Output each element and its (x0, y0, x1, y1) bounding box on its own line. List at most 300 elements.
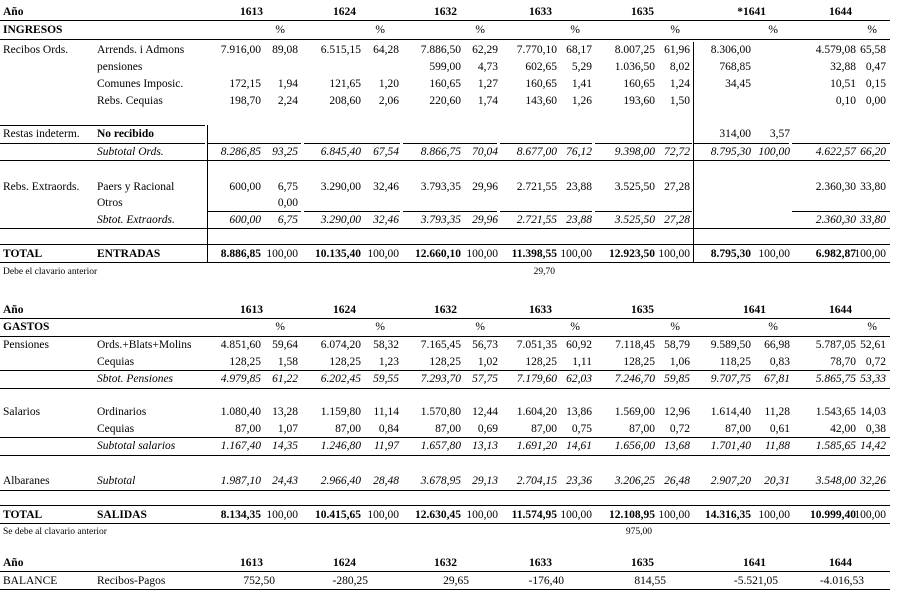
value-cell: 0,61 (769, 423, 790, 435)
value-cell: 56,73 (472, 339, 498, 351)
value-cell: 10.415,65 (315, 509, 361, 521)
value-cell: 58,32 (373, 339, 399, 351)
value-cell: 32,46 (373, 214, 399, 226)
value-cell: 193,60 (623, 95, 655, 107)
value-cell: 3.525,50 (614, 181, 655, 193)
value-cell: 6.074,20 (320, 339, 361, 351)
value-cell: 1,50 (669, 95, 690, 107)
value-cell: 1,94 (277, 78, 298, 90)
value-cell: 59,64 (272, 339, 298, 351)
value-cell: 61,96 (664, 44, 690, 56)
header-rule (0, 20, 890, 21)
value-cell: 1,11 (572, 356, 592, 368)
value-cell: % (275, 321, 285, 333)
table-row (0, 179, 905, 196)
value-cell: 6.515,15 (320, 44, 361, 56)
value-cell: 599,00 (429, 61, 461, 73)
value-cell: 1624 (333, 6, 356, 18)
label-cell: Otros (97, 197, 123, 209)
value-cell: 7.886,50 (420, 44, 461, 56)
value-cell: 1,06 (669, 356, 690, 368)
value-cell: 2,24 (277, 95, 298, 107)
gastos-note (0, 524, 905, 541)
value-cell: 23,88 (566, 214, 592, 226)
value-cell: 14,35 (272, 440, 298, 452)
label-cell: Recibos Ords. (3, 44, 69, 56)
value-cell: -5.521,05 (733, 575, 778, 587)
value-cell: 814,55 (634, 575, 666, 587)
value-cell: 100,00 (658, 509, 690, 521)
value-cell: 27,28 (664, 181, 690, 193)
value-cell: 100,00 (560, 509, 592, 521)
label-cell: Año (3, 6, 24, 18)
value-cell: % (768, 321, 778, 333)
value-cell: 29,96 (472, 214, 498, 226)
label-cell: Rebs. Cequias (97, 95, 163, 107)
value-cell: 7.165,45 (420, 339, 461, 351)
subtotal-rule (403, 143, 497, 144)
ingresos-year-header (0, 4, 905, 21)
value-cell: 0,38 (865, 423, 886, 435)
value-cell: 2.360,30 (815, 214, 856, 226)
value-cell: 14.316,35 (705, 509, 751, 521)
value-cell: 9.398,00 (614, 146, 655, 158)
value-cell: % (375, 321, 385, 333)
value-cell: 87,00 (725, 423, 751, 435)
value-cell: 1644 (829, 557, 852, 569)
value-cell: 76,12 (566, 146, 592, 158)
value-cell: 1613 (240, 557, 263, 569)
value-cell: 1.701,40 (710, 440, 751, 452)
value-cell: -280,25 (332, 575, 368, 587)
table-row (0, 144, 905, 161)
value-cell: 12.660,10 (415, 248, 461, 260)
value-cell: 89,08 (272, 44, 298, 56)
value-cell: 100,00 (466, 248, 498, 260)
value-cell: 0,75 (571, 423, 592, 435)
value-cell: 3,57 (769, 128, 790, 140)
value-cell: 314,00 (719, 128, 751, 140)
value-cell: % (867, 321, 877, 333)
subtotal-rule (500, 211, 592, 212)
value-cell: 4.851,60 (220, 339, 261, 351)
value-cell: 42,00 (830, 423, 856, 435)
value-cell: 28,48 (373, 475, 399, 487)
value-cell: 1.080,40 (220, 406, 261, 418)
value-cell: 6.202,45 (320, 373, 361, 385)
value-cell: 87,00 (629, 423, 655, 435)
value-cell: 1635 (631, 304, 654, 316)
gastos-year-header (0, 302, 905, 319)
table-row (0, 337, 905, 354)
value-cell: 29,13 (472, 475, 498, 487)
value-cell: 208,60 (329, 95, 361, 107)
value-cell: 1635 (631, 557, 654, 569)
value-cell: 5.865,75 (815, 373, 856, 385)
subtotal-rule (0, 388, 890, 389)
value-cell: % (570, 24, 580, 36)
value-cell: 1.246,80 (320, 440, 361, 452)
label-cell: SALIDAS (97, 509, 147, 521)
value-cell: 1.036,50 (614, 61, 655, 73)
value-cell: 4,73 (477, 61, 498, 73)
label-cell: Sbtot. Pensiones (97, 373, 174, 385)
value-cell: 9.589,50 (710, 339, 751, 351)
value-cell: 0,10 (835, 95, 856, 107)
value-cell: 1633 (529, 6, 552, 18)
value-cell: 128,25 (229, 356, 261, 368)
value-cell: 32,26 (860, 475, 886, 487)
value-cell: 14,42 (860, 440, 886, 452)
label-cell: Rebs. Extraords. (3, 181, 80, 193)
label-cell: Año (3, 304, 24, 316)
value-cell: % (867, 24, 877, 36)
value-cell: 1613 (240, 304, 263, 316)
label-cell: Ords.+Blats+Molins (97, 339, 192, 351)
value-cell: 2.704,15 (516, 475, 557, 487)
value-cell: 8.795,30 (710, 248, 751, 260)
label-cell: Pensiones (3, 339, 49, 351)
subtotal-rule (208, 143, 301, 144)
value-cell: 58,79 (664, 339, 690, 351)
value-cell: 1,26 (571, 95, 592, 107)
value-cell: 2.360,30 (815, 181, 856, 193)
value-cell: 100,00 (758, 248, 790, 260)
value-cell: 57,75 (472, 373, 498, 385)
value-cell: 3.793,35 (420, 181, 461, 193)
value-cell: 66,98 (764, 339, 790, 351)
value-cell: 100,00 (658, 248, 690, 260)
label-cell: pensiones (97, 61, 143, 73)
value-cell: 8.286,85 (220, 146, 261, 158)
value-cell: 11,14 (373, 406, 399, 418)
value-cell: 3.206,25 (614, 475, 655, 487)
value-cell: 1624 (333, 557, 356, 569)
label-cell: Recibos-Pagos (97, 575, 166, 587)
value-cell: 3.548,00 (815, 475, 856, 487)
total-rule (0, 523, 890, 524)
value-cell: % (768, 24, 778, 36)
value-cell: 0,15 (865, 78, 886, 90)
value-cell: 1.691,20 (516, 440, 557, 452)
value-cell: 1,23 (378, 356, 399, 368)
value-cell: 8,02 (669, 61, 690, 73)
value-cell: 1.167,40 (220, 440, 261, 452)
value-cell: 0,00 (277, 197, 298, 209)
value-cell: 160,65 (429, 78, 461, 90)
value-cell: 11.398,55 (511, 248, 557, 260)
value-cell: 160,65 (623, 78, 655, 90)
value-cell: 4.579,08 (815, 44, 856, 56)
label-cell: INGRESOS (3, 24, 63, 36)
value-cell: 6.982,87 (815, 248, 856, 260)
value-cell: 0,83 (769, 356, 790, 368)
value-cell: 100,00 (367, 248, 399, 260)
table-row (0, 93, 905, 110)
value-cell: 1644 (829, 6, 852, 18)
label-cell: Debe el clavario anterior (3, 267, 98, 277)
value-cell: 1633 (529, 557, 552, 569)
value-cell: 32,46 (373, 181, 399, 193)
value-cell: 68,17 (566, 44, 592, 56)
value-cell: 752,50 (243, 575, 275, 587)
value-cell: 7.770,10 (516, 44, 557, 56)
value-cell: 100,00 (266, 509, 298, 521)
value-cell: 1613 (240, 6, 263, 18)
value-cell: 10.999,40 (810, 509, 856, 521)
value-cell: 3.678,95 (420, 475, 461, 487)
value-cell: 128,25 (623, 356, 655, 368)
value-cell: 32,88 (830, 61, 856, 73)
ingresos-title (0, 22, 905, 39)
value-cell: 61,22 (272, 373, 298, 385)
value-cell: 1,02 (477, 356, 498, 368)
total-rule (0, 589, 890, 590)
value-cell: 13,13 (472, 440, 498, 452)
label-cell: Cequias (97, 423, 135, 435)
value-cell: 1.543,65 (815, 406, 856, 418)
column-rule (693, 42, 694, 262)
subtotal-rule (0, 490, 890, 491)
value-cell: 100,00 (758, 509, 790, 521)
value-cell: 3.525,50 (614, 214, 655, 226)
value-cell: 1635 (631, 6, 654, 18)
value-cell: 66,20 (860, 146, 886, 158)
value-cell: 53,33 (860, 373, 886, 385)
value-cell: 1632 (434, 557, 457, 569)
value-cell: 0,72 (865, 356, 886, 368)
subtotal-rule (694, 143, 789, 144)
value-cell: 5,29 (571, 61, 592, 73)
value-cell: 8.866,75 (420, 146, 461, 158)
value-cell: 100,00 (560, 248, 592, 260)
value-cell: 7.916,00 (220, 44, 261, 56)
value-cell: -4.016,53 (819, 575, 864, 587)
value-cell: 1.987,10 (220, 475, 261, 487)
total-rule (0, 244, 890, 245)
value-cell: 128,25 (329, 356, 361, 368)
value-cell: 0,72 (669, 423, 690, 435)
value-cell: 0,00 (865, 95, 886, 107)
value-cell: 1.159,80 (320, 406, 361, 418)
value-cell: 1,07 (277, 423, 298, 435)
value-cell: 1,58 (277, 356, 298, 368)
value-cell: % (275, 24, 285, 36)
value-cell: 7.293,70 (420, 373, 461, 385)
value-cell: 29,65 (443, 575, 469, 587)
value-cell: 600,00 (229, 214, 261, 226)
value-cell: 1632 (434, 6, 457, 18)
value-cell: 13,28 (272, 406, 298, 418)
value-cell: 7.118,45 (615, 339, 655, 351)
value-cell: 1641 (743, 304, 766, 316)
label-cell: Albaranes (3, 475, 50, 487)
section-rule (0, 143, 205, 144)
value-cell: -176,40 (528, 575, 564, 587)
value-cell: 1633 (529, 304, 552, 316)
table-row (0, 438, 905, 455)
value-cell: 13,86 (566, 406, 592, 418)
value-cell: 8.134,35 (220, 509, 261, 521)
value-cell: 11,97 (373, 440, 399, 452)
value-cell: 1,20 (378, 78, 399, 90)
subtotal-rule (304, 143, 400, 144)
value-cell: % (475, 24, 485, 36)
table-row (0, 212, 905, 229)
value-cell: % (375, 24, 385, 36)
value-cell: 29,96 (472, 181, 498, 193)
table-row (0, 42, 905, 59)
value-cell: 1.657,80 (420, 440, 461, 452)
value-cell: 10.135,40 (315, 248, 361, 260)
value-cell: 100,00 (466, 509, 498, 521)
value-cell: 1.570,80 (420, 406, 461, 418)
value-cell: % (670, 321, 680, 333)
value-cell: 27,28 (664, 214, 690, 226)
value-cell: 7.051,35 (516, 339, 557, 351)
value-cell: 0,47 (865, 61, 886, 73)
value-cell: 4.979,85 (220, 373, 261, 385)
label-cell: Salarios (3, 406, 41, 418)
label-cell: BALANCE (3, 575, 58, 587)
value-cell: 2.907,20 (710, 475, 751, 487)
value-cell: 118,25 (719, 356, 751, 368)
subtotal-rule (304, 211, 400, 212)
value-cell: 23,88 (566, 181, 592, 193)
label-cell: Año (3, 557, 24, 569)
header-rule (0, 336, 890, 337)
value-cell: 12.923,50 (609, 248, 655, 260)
value-cell: 14,03 (860, 406, 886, 418)
value-cell: 1644 (829, 304, 852, 316)
value-cell: 1.585,65 (815, 440, 856, 452)
value-cell: 20,31 (764, 475, 790, 487)
label-cell: Sbtot. Extraords. (97, 214, 175, 226)
value-cell: 1624 (333, 304, 356, 316)
label-cell: TOTAL (3, 248, 43, 260)
value-cell: 7.179,60 (516, 373, 557, 385)
value-cell: 33,80 (860, 214, 886, 226)
value-cell: 67,54 (373, 146, 399, 158)
value-cell: 87,00 (335, 423, 361, 435)
value-cell: 12.108,95 (609, 509, 655, 521)
value-cell: 121,65 (329, 78, 361, 90)
value-cell: 1,41 (571, 78, 592, 90)
table-row (0, 246, 905, 263)
subtotal-rule (595, 143, 692, 144)
value-cell: 64,28 (373, 44, 399, 56)
balance-year-header (0, 555, 905, 572)
value-cell: 6,75 (277, 181, 298, 193)
value-cell: 11,88 (764, 440, 790, 452)
value-cell: 128,25 (525, 356, 557, 368)
label-cell: Se debe al clavario anterior (3, 527, 107, 537)
value-cell: 1.604,20 (516, 406, 557, 418)
value-cell: 8.306,00 (710, 44, 751, 56)
value-cell: 1.656,00 (614, 440, 655, 452)
value-cell: 13,68 (664, 440, 690, 452)
value-cell: 0,69 (477, 423, 498, 435)
value-cell: 172,15 (229, 78, 261, 90)
subtotal-rule (0, 437, 890, 438)
value-cell: 8.886,85 (220, 248, 261, 260)
value-cell: 2,06 (378, 95, 399, 107)
value-cell: 4.622,57 (815, 146, 856, 158)
value-cell: 62,03 (566, 373, 592, 385)
value-cell: 1632 (434, 304, 457, 316)
label-cell: Subtotal Ords. (97, 146, 164, 158)
value-cell: 3.793,35 (420, 214, 461, 226)
header-rule (0, 571, 890, 572)
value-cell: 198,70 (229, 95, 261, 107)
value-cell: 600,00 (229, 181, 261, 193)
gastos-title (0, 319, 905, 336)
subtotal-rule (0, 228, 890, 229)
value-cell: 0,84 (378, 423, 399, 435)
label-cell: Cequias (97, 356, 135, 368)
value-cell: 3.290,00 (320, 181, 361, 193)
value-cell: 8.677,00 (516, 146, 557, 158)
value-cell: 1,24 (669, 78, 690, 90)
value-cell: 59,55 (373, 373, 399, 385)
value-cell: 768,85 (719, 61, 751, 73)
value-cell: 1641 (743, 557, 766, 569)
subtotal-rule (0, 370, 890, 371)
value-cell: 2.721,55 (516, 214, 557, 226)
value-cell: 78,70 (830, 356, 856, 368)
value-cell: 8.795,30 (710, 146, 751, 158)
total-rule (0, 262, 890, 263)
value-cell: 87,00 (235, 423, 261, 435)
value-cell: % (570, 321, 580, 333)
value-cell: 14,61 (566, 440, 592, 452)
ingresos-note (0, 264, 905, 281)
value-cell: 1.569,00 (614, 406, 655, 418)
header-rule (0, 39, 890, 40)
value-cell: 8.007,25 (614, 44, 655, 56)
table-row (0, 126, 905, 143)
label-cell: ENTRADAS (97, 248, 161, 260)
header-rule (0, 318, 890, 319)
value-cell: 24,43 (272, 475, 298, 487)
label-cell: No recibido (97, 128, 154, 140)
value-cell: 128,25 (429, 356, 461, 368)
value-cell: 12.630,45 (415, 509, 461, 521)
value-cell: 87,00 (531, 423, 557, 435)
value-cell: 2.966,40 (320, 475, 361, 487)
table-row (0, 473, 905, 490)
value-cell: 143,60 (525, 95, 557, 107)
subtotal-rule (792, 211, 890, 212)
value-cell: 5.787,05 (815, 339, 856, 351)
value-cell: % (670, 24, 680, 36)
value-cell: 100,00 (266, 248, 298, 260)
value-cell: 6,75 (277, 214, 298, 226)
value-cell: 100,00 (367, 509, 399, 521)
label-cell: GASTOS (3, 321, 50, 333)
value-cell: 12,44 (472, 406, 498, 418)
value-cell: 1,74 (477, 95, 498, 107)
table-row (0, 195, 905, 212)
column-rule (207, 125, 208, 262)
value-cell: 11.574,95 (511, 509, 557, 521)
subtotal-rule (208, 211, 301, 212)
value-cell: 100,00 (854, 509, 886, 521)
value-cell: % (475, 321, 485, 333)
value-cell: 62,29 (472, 44, 498, 56)
value-cell: *1641 (737, 6, 766, 18)
value-cell: 72,72 (664, 146, 690, 158)
